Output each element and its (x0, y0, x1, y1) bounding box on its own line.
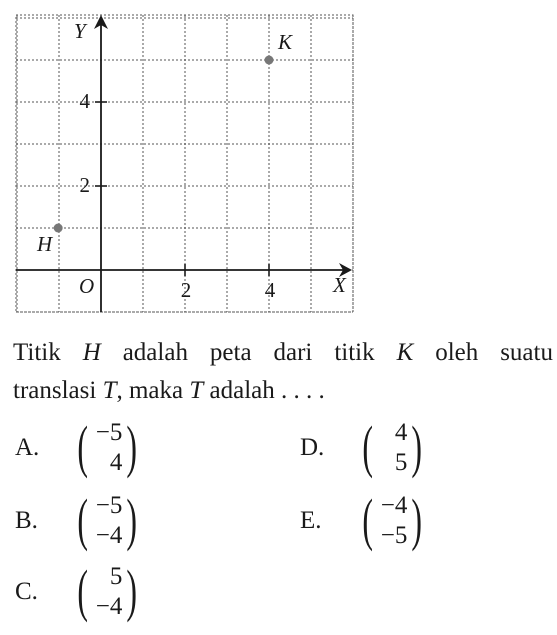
option-letter: D. (300, 434, 325, 461)
option-letter: B. (15, 507, 38, 534)
q-text: adalah peta dari titik (100, 339, 397, 366)
ticks (95, 102, 269, 276)
left-paren: ( (362, 487, 373, 552)
right-paren: ) (411, 414, 423, 479)
origin-label: O (79, 274, 95, 298)
y-tick-label-4: 4 (79, 89, 90, 113)
point-h-label: H (37, 232, 53, 256)
vector-top: −4 (380, 492, 408, 519)
right-paren: ) (126, 558, 138, 623)
y-axis-label: Y (74, 19, 86, 43)
vector-bottom: 4 (109, 449, 123, 476)
q-text: oleh suatu (413, 339, 553, 366)
option-e[interactable] (300, 487, 427, 552)
option-b[interactable] (15, 487, 142, 552)
q-var-k: K (396, 339, 414, 366)
point-k-label: K (278, 30, 293, 54)
q-text: Titik (13, 339, 83, 366)
left-paren: ( (77, 487, 88, 552)
question-text (13, 334, 553, 410)
x-tick-label-4: 4 (264, 278, 276, 302)
q-text: , maka (116, 377, 190, 404)
vector-top: 4 (394, 419, 408, 446)
right-paren: ) (411, 487, 423, 552)
point-k-marker (265, 56, 274, 65)
y-tick-label-2: 2 (79, 173, 90, 197)
q-var-h: H (82, 339, 101, 366)
question-line-2 (13, 372, 553, 410)
right-paren: ) (126, 487, 138, 552)
point-h-marker (54, 224, 63, 233)
left-paren: ( (362, 414, 373, 479)
x-tick-label-2: 2 (180, 278, 192, 302)
column-vector (73, 558, 142, 623)
option-c[interactable] (15, 558, 142, 623)
x-axis-label: X (333, 273, 346, 297)
left-paren: ( (77, 558, 88, 623)
option-d[interactable] (300, 414, 427, 479)
question-line-1 (13, 334, 553, 372)
vector-top: 5 (109, 563, 123, 590)
vector-top: −5 (95, 492, 123, 519)
q-var-t: T (189, 377, 204, 404)
vector-top: −5 (95, 419, 123, 446)
left-paren: ( (77, 414, 88, 479)
q-text: translasi (13, 377, 103, 404)
vector-bottom: −4 (95, 522, 123, 549)
column-vector (73, 487, 142, 552)
vector-bottom: −5 (380, 522, 408, 549)
option-letter: E. (300, 507, 322, 534)
right-paren: ) (126, 414, 138, 479)
column-vector (73, 414, 142, 479)
vector-bottom: 5 (394, 449, 408, 476)
option-letter: C. (15, 578, 38, 605)
vector-bottom: −4 (95, 593, 123, 620)
option-letter: A. (15, 434, 40, 461)
q-text: adalah . . . . (203, 377, 325, 404)
column-vector (358, 414, 427, 479)
q-var-t: T (102, 377, 117, 404)
column-vector (358, 487, 427, 552)
option-a[interactable] (15, 414, 142, 479)
